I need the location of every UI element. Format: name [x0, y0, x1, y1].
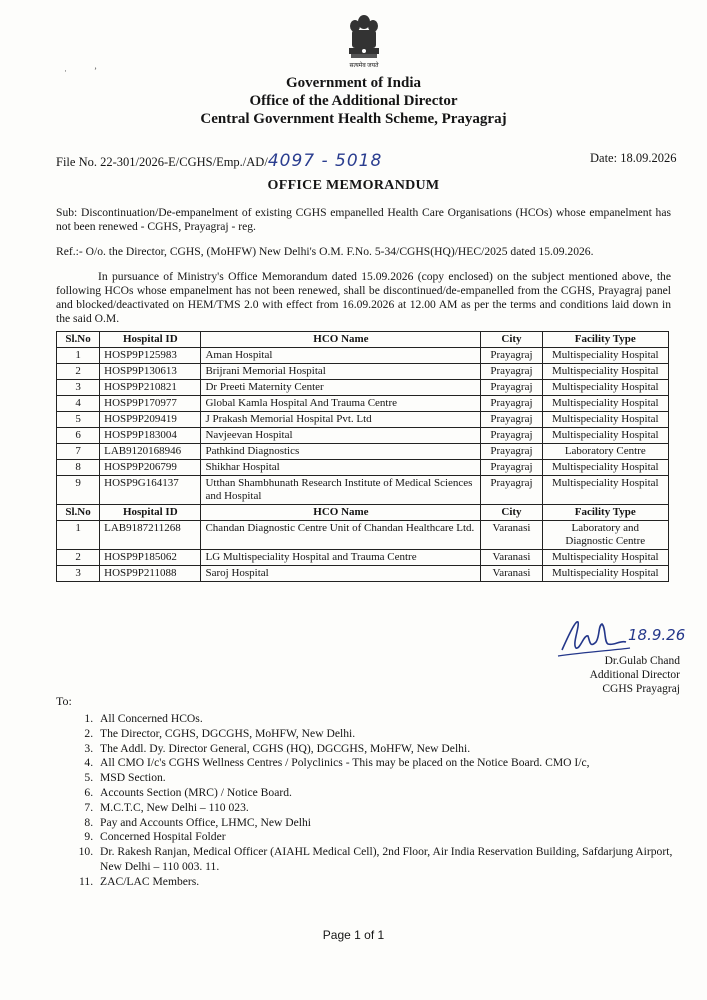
- table-row: [57, 364, 669, 380]
- table-row: [57, 412, 669, 428]
- table-cell: Multispeciality Hospital: [542, 412, 668, 428]
- table-cell: Multispeciality Hospital: [542, 428, 668, 444]
- column-header: City: [481, 332, 542, 348]
- table-cell: Prayagraj: [481, 476, 542, 505]
- table-row: [57, 460, 669, 476]
- column-header: Hospital ID: [100, 332, 201, 348]
- table-cell: 5: [57, 412, 100, 428]
- column-header: HCO Name: [201, 332, 481, 348]
- distribution-item: 8. Pay and Accounts Office, LHMC, New Delhi: [96, 816, 696, 831]
- file-number-handwritten: 4097 - 5018: [267, 151, 383, 171]
- table-header-row: [57, 505, 669, 521]
- table-row: [57, 476, 669, 505]
- table-varanasi: [57, 505, 669, 582]
- table-cell: HOSP9P185062: [100, 550, 201, 566]
- distribution-item: 10. Dr. Rakesh Ranjan, Medical Officer (AIAHL Medical Cell), 2nd Floor, Air India Reservation Building, Safdarjung Airport, New Delhi – 110 003. 11.: [96, 845, 696, 875]
- table-cell: 1: [57, 521, 100, 550]
- signatory-designation: Additional Director: [589, 669, 680, 681]
- table-cell: LAB9187211268: [100, 521, 201, 550]
- table-cell: Multispeciality Hospital: [542, 550, 668, 566]
- to-label: To:: [56, 694, 72, 708]
- table-cell: LG Multispeciality Hospital and Trauma Centre: [201, 550, 481, 566]
- signature-mark: [556, 612, 686, 660]
- table-cell: HOSP9P130613: [100, 364, 201, 380]
- table-cell: 9: [57, 476, 100, 505]
- table-cell: Multispeciality Hospital: [542, 380, 668, 396]
- table-cell: 3: [57, 380, 100, 396]
- page-number: [0, 928, 707, 942]
- table-cell: HOSP9P209419: [100, 412, 201, 428]
- emblem-caption: सत्यमेव जयते: [349, 63, 379, 69]
- table-cell: Saroj Hospital: [201, 566, 481, 582]
- table-cell: Varanasi: [481, 521, 542, 550]
- distribution-item: 5. MSD Section.: [96, 771, 696, 786]
- table-cell: Multispeciality Hospital: [542, 476, 668, 505]
- table-cell: Multispeciality Hospital: [542, 364, 668, 380]
- distribution-item: 7. M.C.T.C, New Delhi – 110 023.: [96, 801, 696, 816]
- column-header: Sl.No: [57, 332, 100, 348]
- table-cell: LAB9120168946: [100, 444, 201, 460]
- table-cell: Laboratory Centre: [542, 444, 668, 460]
- table-cell: Brijrani Memorial Hospital: [201, 364, 481, 380]
- table-cell: Aman Hospital: [201, 348, 481, 364]
- table-cell: HOSP9G164137: [100, 476, 201, 505]
- header-line-1: Government of India: [286, 75, 421, 91]
- table-cell: Prayagraj: [481, 444, 542, 460]
- hco-table: [56, 331, 669, 582]
- table-cell: Prayagraj: [481, 348, 542, 364]
- table-prayagraj: [57, 332, 669, 505]
- table-cell: Multispeciality Hospital: [542, 566, 668, 582]
- table-cell: 7: [57, 444, 100, 460]
- distribution-item: 9. Concerned Hospital Folder: [96, 830, 696, 845]
- table-cell: Chandan Diagnostic Centre Unit of Chandan Healthcare Ltd.: [201, 521, 481, 550]
- table-cell: Shikhar Hospital: [201, 460, 481, 476]
- subject-line: Sub: Discontinuation/De-empanelment of existing CGHS empanelled Health Care Organisations (HCOs) whose empanelment has not been renewed - CGHS, Prayagraj - reg.: [56, 206, 671, 233]
- table-cell: 2: [57, 550, 100, 566]
- table-cell: HOSP9P206799: [100, 460, 201, 476]
- table-cell: Prayagraj: [481, 396, 542, 412]
- column-header: City: [481, 505, 542, 521]
- table-cell: Navjeevan Hospital: [201, 428, 481, 444]
- column-header: HCO Name: [201, 505, 481, 521]
- table-cell: Prayagraj: [481, 364, 542, 380]
- table-row: [57, 348, 669, 364]
- table-cell: 6: [57, 428, 100, 444]
- table-cell: Multispeciality Hospital: [542, 396, 668, 412]
- table-cell: Varanasi: [481, 566, 542, 582]
- page-number-text: Page 1 of 1: [322, 928, 385, 942]
- reference-line: Ref.:- O/o. the Director, CGHS, (MoHFW) New Delhi's O.M. F.No. 5-34/CGHS(HQ)/HEC/2025 dated 15.09.2026.: [56, 245, 594, 258]
- table-cell: Utthan Shambhunath Research Institute of Medical Sciences and Hospital: [201, 476, 481, 505]
- table-row: [57, 521, 669, 550]
- table-cell: Multispeciality Hospital: [542, 460, 668, 476]
- national-emblem-icon: [341, 12, 387, 68]
- signatory-office: CGHS Prayagraj: [602, 683, 680, 695]
- distribution-item: 3. The Addl. Dy. Director General, CGHS (HQ), DGCGHS, MoHFW, New Delhi.: [96, 742, 696, 757]
- memo-date: Date: 18.09.2026: [590, 151, 677, 165]
- table-cell: Multispeciality Hospital: [542, 348, 668, 364]
- table-cell: HOSP9P125983: [100, 348, 201, 364]
- distribution-item: 1. All Concerned HCOs.: [96, 712, 696, 727]
- signatory-name: Dr.Gulab Chand: [604, 655, 680, 667]
- table-row: [57, 566, 669, 582]
- table-cell: HOSP9P170977: [100, 396, 201, 412]
- memo-title: OFFICE MEMORANDUM: [267, 178, 440, 193]
- table-cell: Prayagraj: [481, 428, 542, 444]
- table-cell: J Prakash Memorial Hospital Pvt. Ltd: [201, 412, 481, 428]
- signatory-block: [560, 654, 680, 696]
- body-paragraph: In pursuance of Ministry's Office Memorandum dated 15.09.2026 (copy enclosed) on the subject mentioned above, the following HCOs whose empanelment has not been renewed, shall be discontinued/de-empanelled from the CGHS, Prayagraj panel and blocked/deactivated on HEM/TMS 2.0 with effect from 16.09.2026 at 12.00 AM as per the terms and conditions laid down in the said O.M.: [56, 270, 671, 325]
- table-row: [57, 428, 669, 444]
- table-row: [57, 396, 669, 412]
- table-cell: 3: [57, 566, 100, 582]
- table-row: [57, 550, 669, 566]
- header-line-2: Office of the Additional Director: [249, 93, 458, 109]
- table-cell: 8: [57, 460, 100, 476]
- table-row: [57, 444, 669, 460]
- table-cell: Global Kamla Hospital And Trauma Centre: [201, 396, 481, 412]
- file-number-prefix: File No. 22-301/2026-E/CGHS/Emp./AD/: [56, 155, 268, 169]
- header-line-3: Central Government Health Scheme, Prayagraj: [200, 111, 507, 127]
- table-cell: Prayagraj: [481, 380, 542, 396]
- distribution-item: 6. Accounts Section (MRC) / Notice Board.: [96, 786, 696, 801]
- table-cell: 1: [57, 348, 100, 364]
- table-cell: Dr Preeti Maternity Center: [201, 380, 481, 396]
- table-cell: Pathkind Diagnostics: [201, 444, 481, 460]
- table-cell: 2: [57, 364, 100, 380]
- column-header: Facility Type: [542, 505, 668, 521]
- table-cell: HOSP9P183004: [100, 428, 201, 444]
- distribution-item: 11. ZAC/LAC Members.: [96, 875, 696, 890]
- table-cell: Laboratory and Diagnostic Centre: [542, 521, 668, 550]
- table-cell: Varanasi: [481, 550, 542, 566]
- distribution-item: 2. The Director, CGHS, DGCGHS, MoHFW, New Delhi.: [96, 727, 696, 742]
- column-header: Facility Type: [542, 332, 668, 348]
- table-cell: Prayagraj: [481, 412, 542, 428]
- table-cell: HOSP9P210821: [100, 380, 201, 396]
- file-number: [56, 151, 382, 171]
- column-header: Sl.No: [57, 505, 100, 521]
- table-cell: Prayagraj: [481, 460, 542, 476]
- table-cell: HOSP9P211088: [100, 566, 201, 582]
- column-header: Hospital ID: [100, 505, 201, 521]
- distribution-item: 4. All CMO I/c's CGHS Wellness Centres / Polyclinics - This may be placed on the Notice Board. CMO I/c,: [96, 756, 696, 771]
- scan-speck: · ’: [64, 66, 97, 76]
- table-cell: 4: [57, 396, 100, 412]
- signature-handwritten-date: 18.9.26: [628, 626, 686, 644]
- table-row: [57, 380, 669, 396]
- table-header-row: [57, 332, 669, 348]
- distribution-list: [56, 712, 696, 890]
